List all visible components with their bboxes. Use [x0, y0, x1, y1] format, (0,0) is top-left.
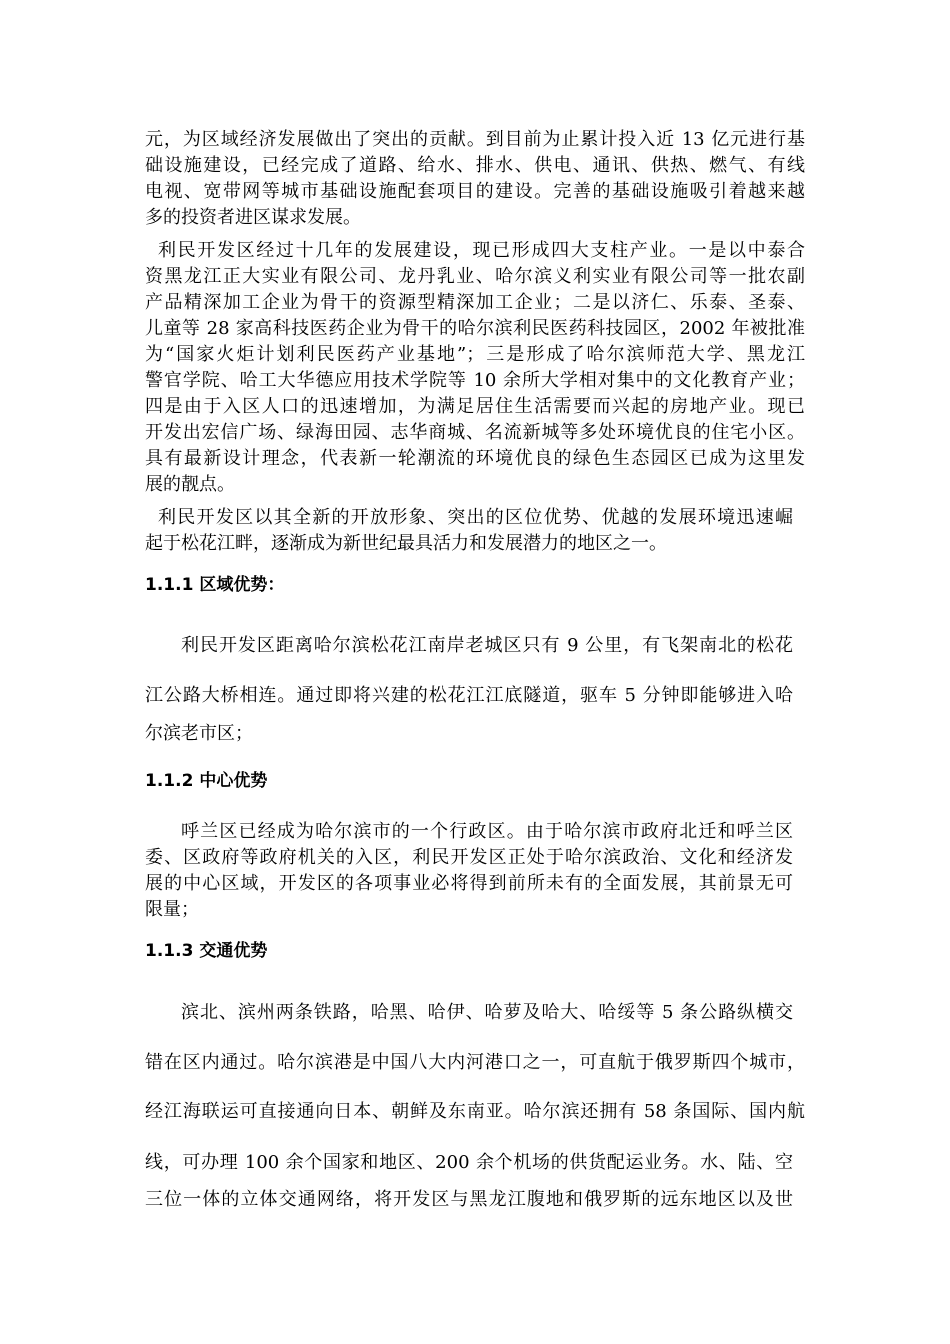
para1-line-4: 多的投资者进区谋求发展。	[145, 207, 361, 228]
section2-line-1: 呼兰区已经成为哈尔滨市的一个行政区。由于哈尔滨市政府北迁和呼兰区	[181, 821, 793, 842]
para1-line-3: 电视、宽带网等城市基础设施配套项目的建设。完善的基础设施吸引着越来越	[145, 181, 805, 202]
para1-line-2: 础设施建设，已经完成了道路、给水、排水、供电、通讯、供热、燃气、有线	[145, 155, 805, 176]
section3-line-1: 滨北、滨州两条铁路，哈黑、哈伊、哈萝及哈大、哈绥等 5 条公路纵横交	[181, 1002, 793, 1023]
para2-line-8: 开发出宏信广场、绿海田园、志华商城、名流新城等多处环境优良的住宅小区。	[145, 422, 805, 443]
para2-line-4: 儿童等 28 家高科技医药企业为骨干的哈尔滨利民医药科技园区，2002 年被批准	[145, 318, 805, 339]
section2-line-4: 限量；	[145, 899, 199, 920]
section-heading-1-1-3: 1.1.3 交通优势	[145, 941, 268, 961]
para2-line-6: 警官学院、哈工大华德应用技术学院等 10 余所大学相对集中的文化教育产业；	[145, 370, 805, 391]
section3-line-4: 线，可办理 100 余个国家和地区、200 余个机场的供货配运业务。水、陆、空	[145, 1152, 793, 1173]
para2-line-5: 为“国家火炬计划利民医药产业基地”；三是形成了哈尔滨师范大学、黑龙江	[145, 344, 805, 365]
section3-line-5: 三位一体的立体交通网络，将开发区与黑龙江腹地和俄罗斯的远东地区以及世	[145, 1189, 793, 1210]
section1-line-1: 利民开发区距离哈尔滨松花江南岸老城区只有 9 公里，有飞架南北的松花	[181, 635, 793, 656]
section2-line-3: 展的中心区域，开发区的各项事业必将得到前所未有的全面发展，其前景无可	[145, 873, 793, 894]
section2-line-2: 委、区政府等政府机关的入区，利民开发区正处于哈尔滨政治、文化和经济发	[145, 847, 793, 868]
para2-line-3: 产品精深加工企业为骨干的资源型精深加工企业；二是以济仁、乐泰、圣泰、	[145, 292, 805, 313]
para1-line-1: 元，为区域经济发展做出了突出的贡献。到目前为止累计投入近 13 亿元进行基	[145, 129, 805, 150]
para2-line-7: 四是由于入区人口的迅速增加，为满足居住生活需要而兴起的房地产业。现已	[145, 396, 805, 417]
section3-line-2: 错在区内通过。哈尔滨港是中国八大内河港口之一，可直航于俄罗斯四个城市，	[145, 1052, 805, 1073]
para2-line-2: 资黑龙江正大实业有限公司、龙丹乳业、哈尔滨义利实业有限公司等一批农副	[145, 266, 805, 287]
para2-line-1: 利民开发区经过十几年的发展建设，现已形成四大支柱产业。一是以中泰合	[158, 240, 805, 261]
section-heading-1-1-2: 1.1.2 中心优势	[145, 771, 268, 791]
section3-line-3: 经江海联运可直接通向日本、朝鲜及东南亚。哈尔滨还拥有 58 条国际、国内航	[145, 1101, 805, 1122]
section1-line-3: 尔滨老市区；	[145, 723, 253, 744]
para2-line-10: 展的靓点。	[145, 474, 235, 495]
para3-line-1: 利民开发区以其全新的开放形象、突出的区位优势、优越的发展环境迅速崛	[158, 507, 793, 528]
para3-line-2: 起于松花江畔，逐渐成为新世纪最具活力和发展潜力的地区之一。	[145, 533, 667, 554]
section-heading-1-1-1: 1.1.1 区域优势：	[145, 575, 285, 595]
section1-line-2: 江公路大桥相连。通过即将兴建的松花江江底隧道，驱车 5 分钟即能够进入哈	[145, 685, 793, 706]
para2-line-9: 具有最新设计理念，代表新一轮潮流的环境优良的绿色生态园区已成为这里发	[145, 448, 805, 469]
